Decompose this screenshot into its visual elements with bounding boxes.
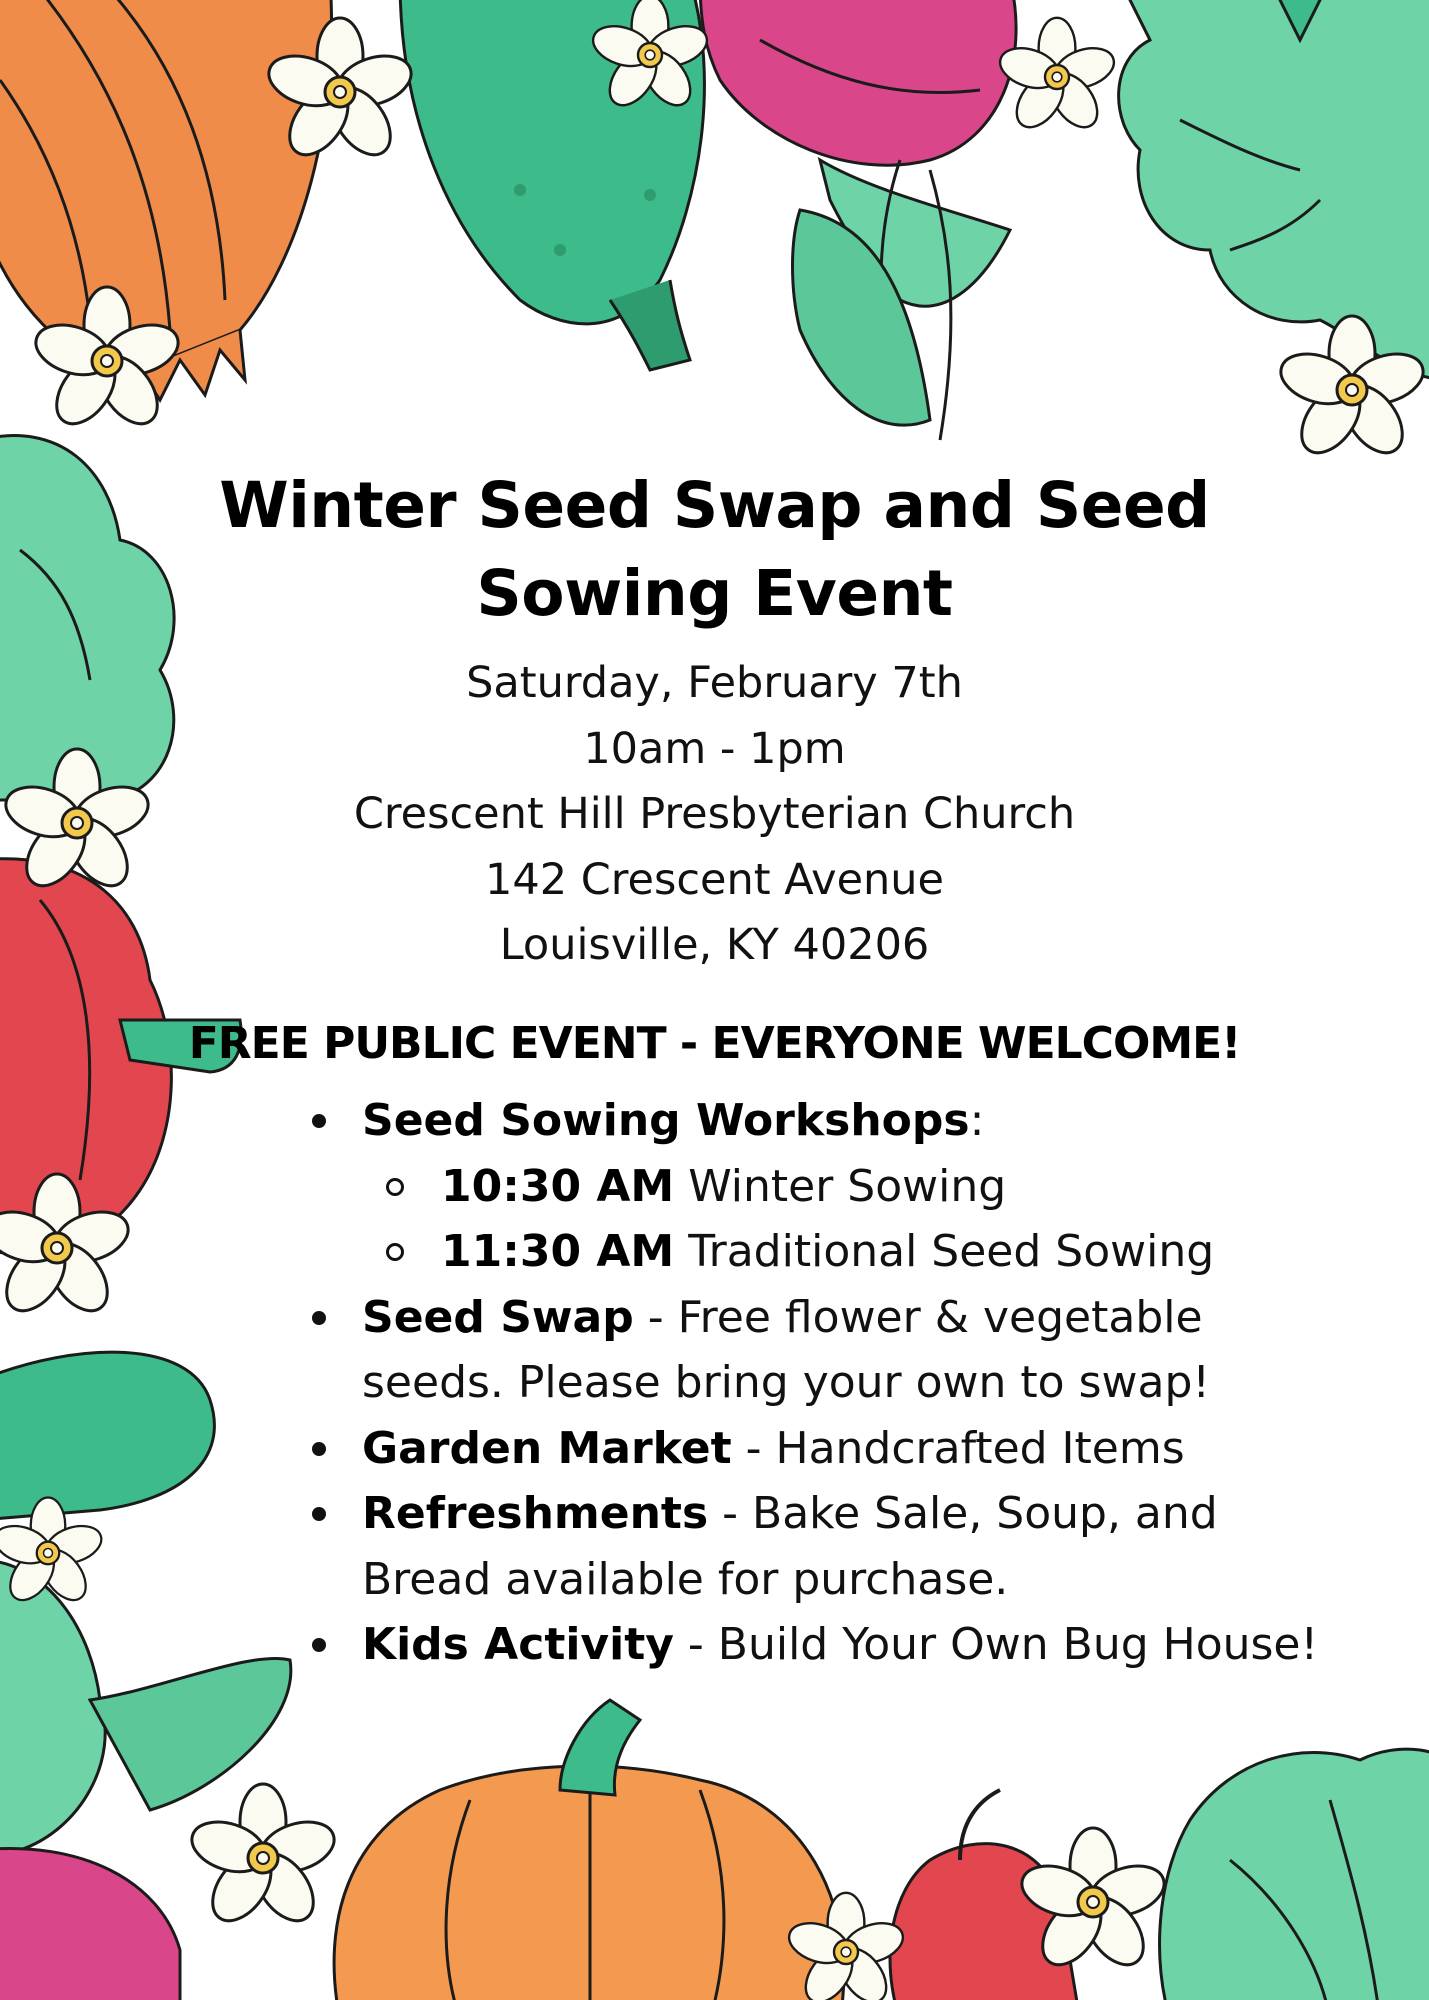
workshop-session-1 [441, 1154, 1372, 1220]
separator: - [673, 1619, 718, 1670]
seed-swap-desc: Free flower & vegetable [677, 1291, 1203, 1343]
free-event-banner: FREE PUBLIC EVENT - EVERYONE WELCOME! [188, 1018, 1241, 1069]
title-line-2: Sowing Event [476, 557, 953, 630]
list-item-refreshments [362, 1481, 1372, 1612]
session-2-name: Traditional Seed Sowing [688, 1226, 1215, 1277]
list-item-garden-market [362, 1416, 1372, 1482]
garden-market-desc: Handcrafted Items [775, 1422, 1185, 1474]
kids-activity-desc: Build Your Own Bug House! [717, 1619, 1319, 1670]
refreshments-label: Refreshments [362, 1488, 709, 1539]
session-2-time: 11:30 AM [441, 1226, 675, 1277]
seed-swap-label: Seed Swap [362, 1291, 634, 1343]
workshops-colon: : [969, 1095, 985, 1146]
session-1-name: Winter Sowing [688, 1160, 1007, 1212]
event-venue: Crescent Hill Presbyterian Church [353, 789, 1076, 839]
refreshments-desc-2: Bread available for purchase. [362, 1553, 1009, 1605]
workshops-label: Seed Sowing Workshops [362, 1095, 970, 1146]
garden-market-label: Garden Market [362, 1422, 732, 1474]
refreshments-desc: Bake Sale, Soup, and [752, 1488, 1218, 1539]
kids-activity-label: Kids Activity [362, 1619, 674, 1670]
workshop-session-2 [441, 1219, 1372, 1285]
event-city: Louisville, KY 40206 [499, 920, 930, 970]
separator: - [708, 1488, 753, 1539]
event-details [160, 651, 1269, 979]
title-line-1: Winter Seed Swap and Seed [219, 469, 1210, 542]
list-item-seed-swap [362, 1285, 1372, 1416]
session-1-time: 10:30 AM [441, 1160, 675, 1212]
event-title [160, 462, 1269, 638]
list-item-workshops [362, 1088, 1372, 1154]
event-date: Saturday, February 7th [466, 658, 963, 708]
separator: - [731, 1422, 776, 1474]
seed-swap-desc-2: seeds. Please bring your own to swap! [362, 1357, 1211, 1408]
activity-list [362, 1088, 1372, 1678]
list-item-kids-activity [362, 1612, 1372, 1678]
separator: - [633, 1291, 678, 1343]
event-street: 142 Crescent Avenue [485, 854, 944, 905]
event-time: 10am - 1pm [583, 723, 846, 774]
